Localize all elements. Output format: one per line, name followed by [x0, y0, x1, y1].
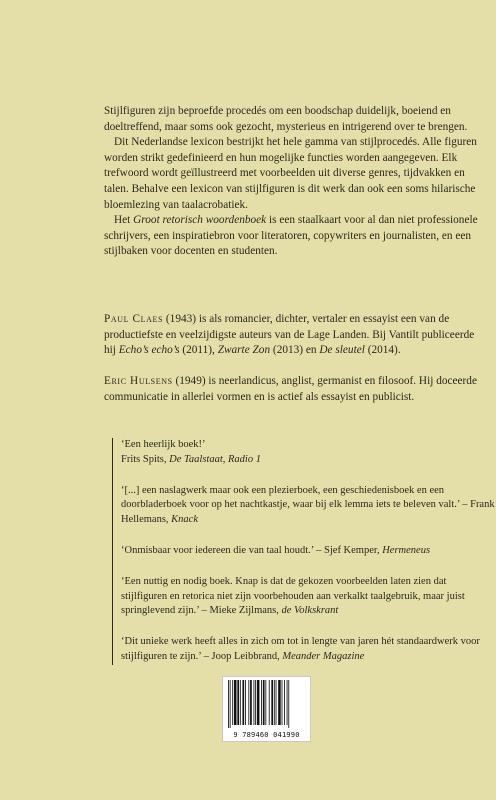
barcode-icon [223, 677, 310, 729]
barcode-bar [284, 680, 285, 725]
review-quote: ‘Dit unieke werk heeft alles in zich om tot in lengte van jaren hét standaardwerk voor stijlfiguren te zijn.’ – Joop Leibbrand, Meander Magazine [121, 636, 480, 662]
barcode-bar [237, 680, 239, 725]
isbn-number: 9 789460 041990 [233, 731, 300, 739]
intro-p3-pre: Het [114, 214, 134, 227]
intro-paragraph-2: Dit Nederlandse lexicon bestrijkt het hele gamma van stijlprocedés. Alle figuren worden strikt gedefinieerd en hun mogelijke functies worden aangegeven. Elk trefwoord wordt geïllustreerd met voorbeelden uit diverse genres, tijdvakken en talen. Behalve een lexicon van stijlfiguren is dit werk dan ook een soms hilarische bloemlezing van taalacrobatiek. [104, 136, 477, 211]
barcode-bar [234, 680, 237, 725]
author-name: Paul Claes [104, 313, 164, 325]
intro-p3-post: is een staalkaart voor al dan niet professionele schrijvers, een inspiratiebron voor literatoren, copywriters en journalisten, en een stijlbaken voor docenten en studenten. [104, 214, 478, 258]
barcode-bar [228, 680, 229, 728]
barcode-bar [274, 680, 275, 725]
barcode-bar [261, 680, 262, 725]
barcode-bar [269, 680, 270, 725]
review-quote: ‘Een nuttig en nodig boek. Knap is dat de gekozen voorbeelden laten zien dat stijlfiguren en retorica niet zijn voorbehouden aan verkalkt taalgebruik, maar juist springlevend zijn.’ – Mieke Zijlmans, de Volkskrant [121, 575, 465, 617]
review-quote: ‘[...] een naslagwerk maar ook een plezierboek, een geschiedenisboek en een doorbladerboek voor op het nachtkastje, waar bij elk lemma iets te beleven valt.’ – Frank Hellemans, Knack [121, 484, 495, 526]
review-quote: ‘Onmisbaar voor iedereen die van taal houdt.’ – Sjef Kemper, Hermeneus [121, 544, 431, 556]
barcode-bar [271, 680, 273, 725]
barcode-bar [250, 680, 252, 725]
barcode-bar [287, 680, 288, 725]
isbn-barcode [222, 676, 311, 742]
author-name: Eric Hulsens [104, 375, 173, 387]
barcode-bar [276, 680, 277, 725]
review-quote: ‘Een heerlijk boek!’ Frits Spits, De Taalstaat, Radio 1 [121, 439, 261, 465]
review-quotes [112, 438, 495, 665]
barcode-bar [248, 680, 249, 725]
barcode-bar [254, 680, 255, 725]
barcode-bar [257, 680, 260, 725]
book-title: Echo’s echo’s [118, 344, 180, 357]
barcode-bar [245, 680, 246, 725]
barcode-bar [263, 680, 265, 725]
barcode-bar [242, 680, 244, 725]
book-title: Zwarte Zon [217, 344, 271, 357]
intro-paragraph-1: Stijlfiguren zijn beproefde procedés om een boodschap duidelijk, boeiend en doeltreffend, maar soms ook gezocht, mysterieus en intrigerend over te brengen. [104, 105, 468, 133]
intro-text [104, 104, 482, 260]
barcode-bar [255, 680, 256, 725]
barcode-bar [240, 680, 241, 725]
barcode-bar [230, 680, 231, 728]
book-title: De sleutel [319, 344, 365, 357]
author-bio-paul-claes: Paul Claes (1943) is als romancier, dichter, vertaler en essayist een van de productiefste en veelzijdigste auteurs van de Lage Landen. Bij Vantilt publiceerde hij Echo’s echo’s (2011), Zwarte Zon (2013) en De sleutel (2014). [104, 313, 475, 357]
barcode-bar [288, 680, 289, 728]
intro-paragraph-3 [104, 213, 482, 260]
barcode-bar [282, 680, 283, 725]
barcode-bar [265, 680, 266, 725]
barcode-bar [278, 680, 281, 725]
author-bio-eric-hulsens: Eric Hulsens (1949) is neerlandicus, anglist, germanist en filosoof. Hij doceerde communicatie in allerlei vormen en is actief als essayist en publicist. [104, 375, 477, 403]
book-title: Groot retorisch woordenboek [133, 214, 267, 227]
barcode-bar [232, 680, 233, 725]
